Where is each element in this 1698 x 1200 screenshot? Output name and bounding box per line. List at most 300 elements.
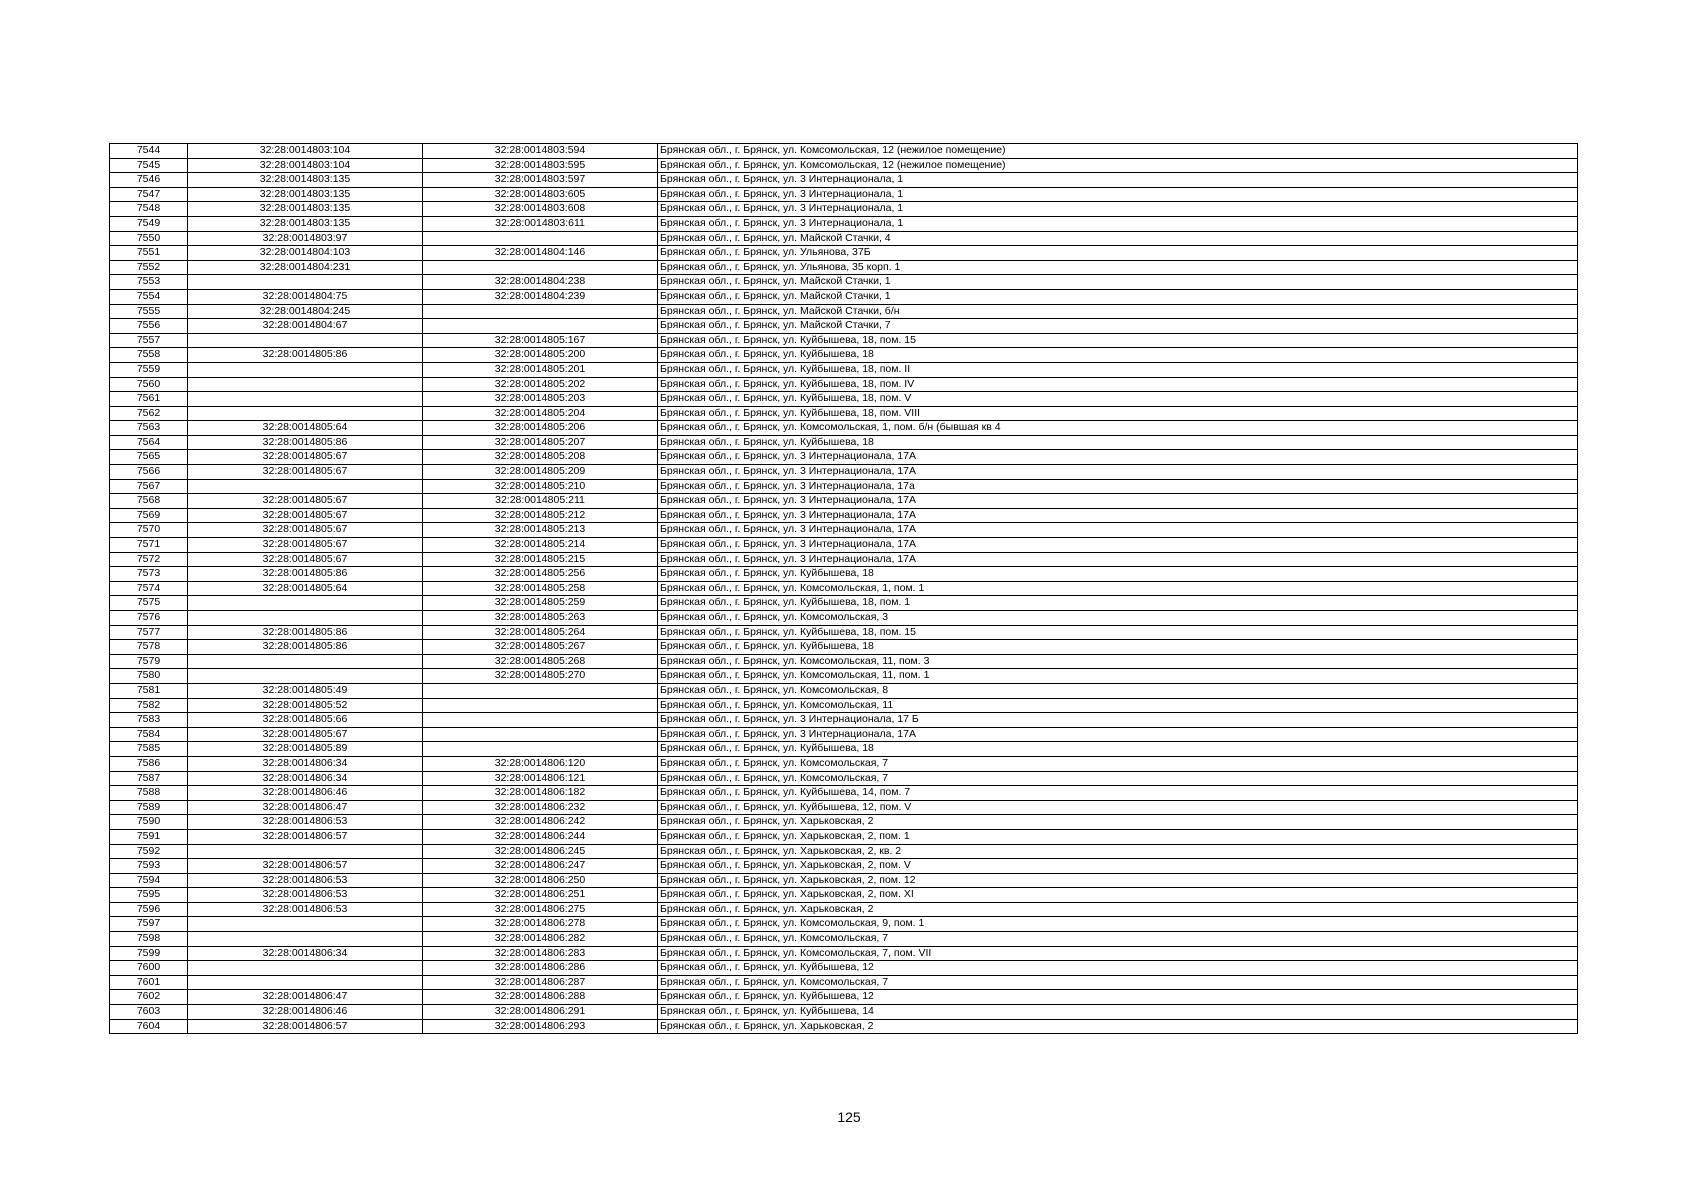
parent-cadastral-number-cell: 32:28:0014804:75 xyxy=(188,289,423,304)
parent-cadastral-number-cell: 32:28:0014803:135 xyxy=(188,216,423,231)
address-cell: Брянская обл., г. Брянск, ул. 3 Интернационала, 17А xyxy=(658,508,1578,523)
address-cell: Брянская обл., г. Брянск, ул. Куйбышева, 18, пом. 15 xyxy=(658,333,1578,348)
address-cell: Брянская обл., г. Брянск, ул. Комсомольская, 8 xyxy=(658,683,1578,698)
row-number-cell: 7578 xyxy=(110,640,188,655)
address-cell: Брянская обл., г. Брянск, ул. Куйбышева, 14, пом. 7 xyxy=(658,786,1578,801)
parent-cadastral-number-cell xyxy=(188,377,423,392)
row-number-cell: 7602 xyxy=(110,990,188,1005)
row-number-cell: 7555 xyxy=(110,304,188,319)
address-cell: Брянская обл., г. Брянск, ул. Майской Стачки, 7 xyxy=(658,319,1578,334)
table-row xyxy=(110,158,1578,173)
parent-cadastral-number-cell xyxy=(188,669,423,684)
parent-cadastral-number-cell: 32:28:0014803:135 xyxy=(188,173,423,188)
table-row xyxy=(110,902,1578,917)
table-row xyxy=(110,975,1578,990)
address-cell: Брянская обл., г. Брянск, ул. Харьковская, 2, пом. XI xyxy=(658,888,1578,903)
parent-cadastral-number-cell: 32:28:0014806:47 xyxy=(188,800,423,815)
parent-cadastral-number-cell: 32:28:0014806:34 xyxy=(188,771,423,786)
address-cell: Брянская обл., г. Брянск, ул. 3 Интернационала, 17 Б xyxy=(658,713,1578,728)
address-cell: Брянская обл., г. Брянск, ул. Куйбышева, 18, пом. IV xyxy=(658,377,1578,392)
row-number-cell: 7584 xyxy=(110,727,188,742)
address-cell: Брянская обл., г. Брянск, ул. Харьковская, 2, пом. 12 xyxy=(658,873,1578,888)
address-cell: Брянская обл., г. Брянск, ул. Комсомольская, 1, пом. 1 xyxy=(658,581,1578,596)
table-row xyxy=(110,552,1578,567)
table-row xyxy=(110,392,1578,407)
object-cadastral-number-cell xyxy=(423,698,658,713)
parent-cadastral-number-cell: 32:28:0014805:64 xyxy=(188,581,423,596)
table-row xyxy=(110,275,1578,290)
parent-cadastral-number-cell: 32:28:0014805:86 xyxy=(188,640,423,655)
table-row xyxy=(110,844,1578,859)
table-row xyxy=(110,202,1578,217)
table-row xyxy=(110,946,1578,961)
object-cadastral-number-cell: 32:28:0014805:268 xyxy=(423,654,658,669)
row-number-cell: 7547 xyxy=(110,187,188,202)
parent-cadastral-number-cell: 32:28:0014804:103 xyxy=(188,246,423,261)
address-cell: Брянская обл., г. Брянск, ул. Комсомольская, 11, пом. 1 xyxy=(658,669,1578,684)
table-row xyxy=(110,406,1578,421)
object-cadastral-number-cell: 32:28:0014805:214 xyxy=(423,538,658,553)
parent-cadastral-number-cell xyxy=(188,362,423,377)
parent-cadastral-number-cell: 32:28:0014806:46 xyxy=(188,786,423,801)
row-number-cell: 7579 xyxy=(110,654,188,669)
parent-cadastral-number-cell xyxy=(188,275,423,290)
object-cadastral-number-cell: 32:28:0014803:595 xyxy=(423,158,658,173)
row-number-cell: 7575 xyxy=(110,596,188,611)
row-number-cell: 7551 xyxy=(110,246,188,261)
registry-table-body xyxy=(110,144,1578,1034)
address-cell: Брянская обл., г. Брянск, ул. Комсомольская, 7 xyxy=(658,932,1578,947)
row-number-cell: 7553 xyxy=(110,275,188,290)
object-cadastral-number-cell: 32:28:0014805:210 xyxy=(423,479,658,494)
object-cadastral-number-cell: 32:28:0014805:207 xyxy=(423,435,658,450)
parent-cadastral-number-cell: 32:28:0014805:86 xyxy=(188,567,423,582)
object-cadastral-number-cell: 32:28:0014803:594 xyxy=(423,144,658,159)
address-cell: Брянская обл., г. Брянск, ул. Куйбышева, 12 xyxy=(658,961,1578,976)
object-cadastral-number-cell xyxy=(423,319,658,334)
address-cell: Брянская обл., г. Брянск, ул. Куйбышева, 12, пом. V xyxy=(658,800,1578,815)
parent-cadastral-number-cell: 32:28:0014804:245 xyxy=(188,304,423,319)
table-row xyxy=(110,756,1578,771)
parent-cadastral-number-cell: 32:28:0014805:66 xyxy=(188,713,423,728)
row-number-cell: 7572 xyxy=(110,552,188,567)
parent-cadastral-number-cell: 32:28:0014806:57 xyxy=(188,829,423,844)
object-cadastral-number-cell: 32:28:0014806:282 xyxy=(423,932,658,947)
address-cell: Брянская обл., г. Брянск, ул. 3 Интернационала, 17А xyxy=(658,552,1578,567)
object-cadastral-number-cell: 32:28:0014806:275 xyxy=(423,902,658,917)
parent-cadastral-number-cell: 32:28:0014805:67 xyxy=(188,538,423,553)
object-cadastral-number-cell: 32:28:0014805:270 xyxy=(423,669,658,684)
object-cadastral-number-cell: 32:28:0014806:288 xyxy=(423,990,658,1005)
object-cadastral-number-cell: 32:28:0014804:239 xyxy=(423,289,658,304)
row-number-cell: 7573 xyxy=(110,567,188,582)
address-cell: Брянская обл., г. Брянск, ул. Харьковская, 2, кв. 2 xyxy=(658,844,1578,859)
table-row xyxy=(110,727,1578,742)
object-cadastral-number-cell: 32:28:0014806:250 xyxy=(423,873,658,888)
table-row xyxy=(110,800,1578,815)
object-cadastral-number-cell: 32:28:0014804:238 xyxy=(423,275,658,290)
table-row xyxy=(110,216,1578,231)
address-cell: Брянская обл., г. Брянск, ул. 3 Интернационала, 1 xyxy=(658,216,1578,231)
address-cell: Брянская обл., г. Брянск, ул. Комсомольская, 7 xyxy=(658,975,1578,990)
row-number-cell: 7592 xyxy=(110,844,188,859)
table-row xyxy=(110,494,1578,509)
row-number-cell: 7590 xyxy=(110,815,188,830)
row-number-cell: 7549 xyxy=(110,216,188,231)
object-cadastral-number-cell xyxy=(423,727,658,742)
parent-cadastral-number-cell xyxy=(188,479,423,494)
object-cadastral-number-cell: 32:28:0014805:212 xyxy=(423,508,658,523)
parent-cadastral-number-cell: 32:28:0014806:53 xyxy=(188,815,423,830)
object-cadastral-number-cell: 32:28:0014806:120 xyxy=(423,756,658,771)
object-cadastral-number-cell xyxy=(423,742,658,757)
address-cell: Брянская обл., г. Брянск, ул. Ульянова, 37Б xyxy=(658,246,1578,261)
address-cell: Брянская обл., г. Брянск, ул. Куйбышева, 12 xyxy=(658,990,1578,1005)
table-row xyxy=(110,319,1578,334)
parent-cadastral-number-cell: 32:28:0014805:67 xyxy=(188,450,423,465)
row-number-cell: 7566 xyxy=(110,465,188,480)
object-cadastral-number-cell: 32:28:0014803:605 xyxy=(423,187,658,202)
address-cell: Брянская обл., г. Брянск, ул. Куйбышева, 14 xyxy=(658,1005,1578,1020)
row-number-cell: 7582 xyxy=(110,698,188,713)
address-cell: Брянская обл., г. Брянск, ул. Майской Стачки, 1 xyxy=(658,275,1578,290)
row-number-cell: 7601 xyxy=(110,975,188,990)
table-row xyxy=(110,246,1578,261)
object-cadastral-number-cell: 32:28:0014805:264 xyxy=(423,625,658,640)
object-cadastral-number-cell: 32:28:0014803:608 xyxy=(423,202,658,217)
row-number-cell: 7571 xyxy=(110,538,188,553)
address-cell: Брянская обл., г. Брянск, ул. Куйбышева, 18, пом. V xyxy=(658,392,1578,407)
object-cadastral-number-cell: 32:28:0014803:597 xyxy=(423,173,658,188)
row-number-cell: 7565 xyxy=(110,450,188,465)
row-number-cell: 7564 xyxy=(110,435,188,450)
table-row xyxy=(110,961,1578,976)
table-row xyxy=(110,698,1578,713)
row-number-cell: 7599 xyxy=(110,946,188,961)
address-cell: Брянская обл., г. Брянск, ул. Комсомольская, 7 xyxy=(658,771,1578,786)
parent-cadastral-number-cell xyxy=(188,844,423,859)
object-cadastral-number-cell: 32:28:0014804:146 xyxy=(423,246,658,261)
row-number-cell: 7580 xyxy=(110,669,188,684)
row-number-cell: 7562 xyxy=(110,406,188,421)
parent-cadastral-number-cell: 32:28:0014803:104 xyxy=(188,158,423,173)
row-number-cell: 7548 xyxy=(110,202,188,217)
object-cadastral-number-cell xyxy=(423,683,658,698)
property-registry-table xyxy=(109,143,1578,1034)
table-row xyxy=(110,713,1578,728)
row-number-cell: 7545 xyxy=(110,158,188,173)
table-row xyxy=(110,435,1578,450)
object-cadastral-number-cell: 32:28:0014806:232 xyxy=(423,800,658,815)
address-cell: Брянская обл., г. Брянск, ул. 3 Интернационала, 1 xyxy=(658,173,1578,188)
row-number-cell: 7559 xyxy=(110,362,188,377)
table-row xyxy=(110,625,1578,640)
row-number-cell: 7576 xyxy=(110,611,188,626)
object-cadastral-number-cell: 32:28:0014805:263 xyxy=(423,611,658,626)
object-cadastral-number-cell: 32:28:0014805:209 xyxy=(423,465,658,480)
table-row xyxy=(110,771,1578,786)
table-row xyxy=(110,421,1578,436)
object-cadastral-number-cell xyxy=(423,713,658,728)
table-row xyxy=(110,815,1578,830)
row-number-cell: 7552 xyxy=(110,260,188,275)
parent-cadastral-number-cell xyxy=(188,392,423,407)
row-number-cell: 7581 xyxy=(110,683,188,698)
address-cell: Брянская обл., г. Брянск, ул. Куйбышева, 18, пом. II xyxy=(658,362,1578,377)
object-cadastral-number-cell: 32:28:0014805:211 xyxy=(423,494,658,509)
table-row xyxy=(110,888,1578,903)
table-row xyxy=(110,786,1578,801)
row-number-cell: 7563 xyxy=(110,421,188,436)
table-row xyxy=(110,990,1578,1005)
table-row xyxy=(110,873,1578,888)
table-row xyxy=(110,289,1578,304)
address-cell: Брянская обл., г. Брянск, ул. Куйбышева, 18 xyxy=(658,348,1578,363)
parent-cadastral-number-cell: 32:28:0014804:231 xyxy=(188,260,423,275)
table-row xyxy=(110,333,1578,348)
row-number-cell: 7598 xyxy=(110,932,188,947)
object-cadastral-number-cell: 32:28:0014806:182 xyxy=(423,786,658,801)
object-cadastral-number-cell: 32:28:0014805:203 xyxy=(423,392,658,407)
address-cell: Брянская обл., г. Брянск, ул. Комсомольская, 12 (нежилое помещение) xyxy=(658,144,1578,159)
object-cadastral-number-cell: 32:28:0014805:208 xyxy=(423,450,658,465)
row-number-cell: 7570 xyxy=(110,523,188,538)
address-cell: Брянская обл., г. Брянск, ул. 3 Интернационала, 17а xyxy=(658,479,1578,494)
table-row xyxy=(110,304,1578,319)
address-cell: Брянская обл., г. Брянск, ул. Комсомольская, 3 xyxy=(658,611,1578,626)
row-number-cell: 7596 xyxy=(110,902,188,917)
row-number-cell: 7568 xyxy=(110,494,188,509)
table-row xyxy=(110,683,1578,698)
address-cell: Брянская обл., г. Брянск, ул. Харьковская, 2 xyxy=(658,902,1578,917)
row-number-cell: 7567 xyxy=(110,479,188,494)
parent-cadastral-number-cell: 32:28:0014805:67 xyxy=(188,508,423,523)
parent-cadastral-number-cell: 32:28:0014805:86 xyxy=(188,625,423,640)
row-number-cell: 7546 xyxy=(110,173,188,188)
address-cell: Брянская обл., г. Брянск, ул. Комсомольская, 11, пом. 3 xyxy=(658,654,1578,669)
row-number-cell: 7595 xyxy=(110,888,188,903)
parent-cadastral-number-cell xyxy=(188,975,423,990)
object-cadastral-number-cell: 32:28:0014805:206 xyxy=(423,421,658,436)
table-row xyxy=(110,567,1578,582)
object-cadastral-number-cell: 32:28:0014803:611 xyxy=(423,216,658,231)
object-cadastral-number-cell: 32:28:0014805:201 xyxy=(423,362,658,377)
address-cell: Брянская обл., г. Брянск, ул. Харьковская, 2 xyxy=(658,815,1578,830)
parent-cadastral-number-cell: 32:28:0014805:86 xyxy=(188,348,423,363)
object-cadastral-number-cell: 32:28:0014805:215 xyxy=(423,552,658,567)
table-row xyxy=(110,377,1578,392)
object-cadastral-number-cell: 32:28:0014805:258 xyxy=(423,581,658,596)
parent-cadastral-number-cell: 32:28:0014806:53 xyxy=(188,873,423,888)
row-number-cell: 7604 xyxy=(110,1019,188,1034)
parent-cadastral-number-cell: 32:28:0014806:34 xyxy=(188,946,423,961)
table-row xyxy=(110,348,1578,363)
address-cell: Брянская обл., г. Брянск, ул. Майской Стачки, 1 xyxy=(658,289,1578,304)
parent-cadastral-number-cell: 32:28:0014805:67 xyxy=(188,465,423,480)
row-number-cell: 7591 xyxy=(110,829,188,844)
row-number-cell: 7593 xyxy=(110,859,188,874)
parent-cadastral-number-cell: 32:28:0014805:67 xyxy=(188,523,423,538)
table-row xyxy=(110,1005,1578,1020)
address-cell: Брянская обл., г. Брянск, ул. Куйбышева, 18 xyxy=(658,742,1578,757)
parent-cadastral-number-cell xyxy=(188,654,423,669)
address-cell: Брянская обл., г. Брянск, ул. 3 Интернационала, 1 xyxy=(658,202,1578,217)
row-number-cell: 7574 xyxy=(110,581,188,596)
object-cadastral-number-cell: 32:28:0014806:291 xyxy=(423,1005,658,1020)
parent-cadastral-number-cell xyxy=(188,932,423,947)
table-row xyxy=(110,596,1578,611)
parent-cadastral-number-cell xyxy=(188,596,423,611)
address-cell: Брянская обл., г. Брянск, ул. Куйбышева, 18, пом. VIII xyxy=(658,406,1578,421)
address-cell: Брянская обл., г. Брянск, ул. 3 Интернационала, 17А xyxy=(658,465,1578,480)
address-cell: Брянская обл., г. Брянск, ул. Куйбышева, 18, пом. 15 xyxy=(658,625,1578,640)
parent-cadastral-number-cell: 32:28:0014806:46 xyxy=(188,1005,423,1020)
parent-cadastral-number-cell: 32:28:0014803:135 xyxy=(188,202,423,217)
object-cadastral-number-cell: 32:28:0014806:251 xyxy=(423,888,658,903)
row-number-cell: 7594 xyxy=(110,873,188,888)
row-number-cell: 7569 xyxy=(110,508,188,523)
parent-cadastral-number-cell: 32:28:0014805:67 xyxy=(188,494,423,509)
object-cadastral-number-cell xyxy=(423,231,658,246)
object-cadastral-number-cell: 32:28:0014805:202 xyxy=(423,377,658,392)
address-cell: Брянская обл., г. Брянск, ул. Комсомольская, 12 (нежилое помещение) xyxy=(658,158,1578,173)
address-cell: Брянская обл., г. Брянск, ул. 3 Интернационала, 17А xyxy=(658,727,1578,742)
object-cadastral-number-cell: 32:28:0014805:200 xyxy=(423,348,658,363)
table-row xyxy=(110,581,1578,596)
object-cadastral-number-cell: 32:28:0014805:213 xyxy=(423,523,658,538)
object-cadastral-number-cell: 32:28:0014806:278 xyxy=(423,917,658,932)
row-number-cell: 7560 xyxy=(110,377,188,392)
address-cell: Брянская обл., г. Брянск, ул. Куйбышева, 18 xyxy=(658,435,1578,450)
table-row xyxy=(110,231,1578,246)
address-cell: Брянская обл., г. Брянск, ул. Харьковская, 2 xyxy=(658,1019,1578,1034)
address-cell: Брянская обл., г. Брянск, ул. 3 Интернационала, 1 xyxy=(658,187,1578,202)
table-row xyxy=(110,611,1578,626)
object-cadastral-number-cell: 32:28:0014806:244 xyxy=(423,829,658,844)
address-cell: Брянская обл., г. Брянск, ул. Ульянова, 35 корп. 1 xyxy=(658,260,1578,275)
table-row xyxy=(110,917,1578,932)
address-cell: Брянская обл., г. Брянск, ул. 3 Интернационала, 17А xyxy=(658,494,1578,509)
table-row xyxy=(110,508,1578,523)
row-number-cell: 7577 xyxy=(110,625,188,640)
table-row xyxy=(110,187,1578,202)
parent-cadastral-number-cell: 32:28:0014806:47 xyxy=(188,990,423,1005)
table-row xyxy=(110,1019,1578,1034)
table-row xyxy=(110,173,1578,188)
object-cadastral-number-cell: 32:28:0014806:283 xyxy=(423,946,658,961)
parent-cadastral-number-cell: 32:28:0014803:104 xyxy=(188,144,423,159)
table-row xyxy=(110,859,1578,874)
parent-cadastral-number-cell: 32:28:0014805:52 xyxy=(188,698,423,713)
parent-cadastral-number-cell: 32:28:0014805:67 xyxy=(188,727,423,742)
row-number-cell: 7589 xyxy=(110,800,188,815)
object-cadastral-number-cell: 32:28:0014806:245 xyxy=(423,844,658,859)
object-cadastral-number-cell: 32:28:0014806:247 xyxy=(423,859,658,874)
parent-cadastral-number-cell: 32:28:0014805:49 xyxy=(188,683,423,698)
row-number-cell: 7556 xyxy=(110,319,188,334)
address-cell: Брянская обл., г. Брянск, ул. Майской Стачки, 4 xyxy=(658,231,1578,246)
parent-cadastral-number-cell: 32:28:0014806:53 xyxy=(188,902,423,917)
address-cell: Брянская обл., г. Брянск, ул. Куйбышева, 18, пом. 1 xyxy=(658,596,1578,611)
row-number-cell: 7587 xyxy=(110,771,188,786)
parent-cadastral-number-cell: 32:28:0014806:57 xyxy=(188,1019,423,1034)
object-cadastral-number-cell: 32:28:0014805:167 xyxy=(423,333,658,348)
parent-cadastral-number-cell xyxy=(188,611,423,626)
address-cell: Брянская обл., г. Брянск, ул. Харьковская, 2, пом. V xyxy=(658,859,1578,874)
object-cadastral-number-cell: 32:28:0014805:259 xyxy=(423,596,658,611)
parent-cadastral-number-cell: 32:28:0014806:53 xyxy=(188,888,423,903)
address-cell: Брянская обл., г. Брянск, ул. Комсомольская, 7 xyxy=(658,756,1578,771)
object-cadastral-number-cell: 32:28:0014806:121 xyxy=(423,771,658,786)
table-row xyxy=(110,479,1578,494)
object-cadastral-number-cell: 32:28:0014806:293 xyxy=(423,1019,658,1034)
table-row xyxy=(110,450,1578,465)
object-cadastral-number-cell: 32:28:0014806:286 xyxy=(423,961,658,976)
parent-cadastral-number-cell: 32:28:0014803:97 xyxy=(188,231,423,246)
row-number-cell: 7585 xyxy=(110,742,188,757)
address-cell: Брянская обл., г. Брянск, ул. Харьковская, 2, пом. 1 xyxy=(658,829,1578,844)
object-cadastral-number-cell xyxy=(423,260,658,275)
table-row xyxy=(110,654,1578,669)
address-cell: Брянская обл., г. Брянск, ул. 3 Интернационала, 17А xyxy=(658,523,1578,538)
address-cell: Брянская обл., г. Брянск, ул. 3 Интернационала, 17А xyxy=(658,450,1578,465)
table-row xyxy=(110,640,1578,655)
row-number-cell: 7558 xyxy=(110,348,188,363)
parent-cadastral-number-cell xyxy=(188,333,423,348)
row-number-cell: 7586 xyxy=(110,756,188,771)
parent-cadastral-number-cell: 32:28:0014806:34 xyxy=(188,756,423,771)
address-cell: Брянская обл., г. Брянск, ул. Комсомольская, 11 xyxy=(658,698,1578,713)
address-cell: Брянская обл., г. Брянск, ул. Комсомольская, 7, пом. VII xyxy=(658,946,1578,961)
parent-cadastral-number-cell: 32:28:0014805:86 xyxy=(188,435,423,450)
parent-cadastral-number-cell xyxy=(188,961,423,976)
parent-cadastral-number-cell: 32:28:0014803:135 xyxy=(188,187,423,202)
parent-cadastral-number-cell xyxy=(188,406,423,421)
address-cell: Брянская обл., г. Брянск, ул. Куйбышева, 18 xyxy=(658,640,1578,655)
parent-cadastral-number-cell: 32:28:0014805:89 xyxy=(188,742,423,757)
object-cadastral-number-cell: 32:28:0014805:204 xyxy=(423,406,658,421)
row-number-cell: 7557 xyxy=(110,333,188,348)
row-number-cell: 7561 xyxy=(110,392,188,407)
table-row xyxy=(110,932,1578,947)
table-row xyxy=(110,260,1578,275)
address-cell: Брянская обл., г. Брянск, ул. Комсомольская, 9, пом. 1 xyxy=(658,917,1578,932)
parent-cadastral-number-cell: 32:28:0014806:57 xyxy=(188,859,423,874)
address-cell: Брянская обл., г. Брянск, ул. Майской Стачки, б/н xyxy=(658,304,1578,319)
row-number-cell: 7588 xyxy=(110,786,188,801)
object-cadastral-number-cell: 32:28:0014805:267 xyxy=(423,640,658,655)
table-row xyxy=(110,523,1578,538)
parent-cadastral-number-cell: 32:28:0014805:64 xyxy=(188,421,423,436)
table-row xyxy=(110,829,1578,844)
row-number-cell: 7544 xyxy=(110,144,188,159)
table-row xyxy=(110,742,1578,757)
row-number-cell: 7550 xyxy=(110,231,188,246)
row-number-cell: 7554 xyxy=(110,289,188,304)
table-row xyxy=(110,538,1578,553)
table-row xyxy=(110,144,1578,159)
address-cell: Брянская обл., г. Брянск, ул. Комсомольская, 1, пом. б/н (бывшая кв 4 xyxy=(658,421,1578,436)
table-row xyxy=(110,362,1578,377)
object-cadastral-number-cell: 32:28:0014806:242 xyxy=(423,815,658,830)
object-cadastral-number-cell: 32:28:0014805:256 xyxy=(423,567,658,582)
parent-cadastral-number-cell: 32:28:0014804:67 xyxy=(188,319,423,334)
row-number-cell: 7597 xyxy=(110,917,188,932)
row-number-cell: 7583 xyxy=(110,713,188,728)
page-number: 125 xyxy=(837,1109,861,1125)
row-number-cell: 7600 xyxy=(110,961,188,976)
object-cadastral-number-cell xyxy=(423,304,658,319)
